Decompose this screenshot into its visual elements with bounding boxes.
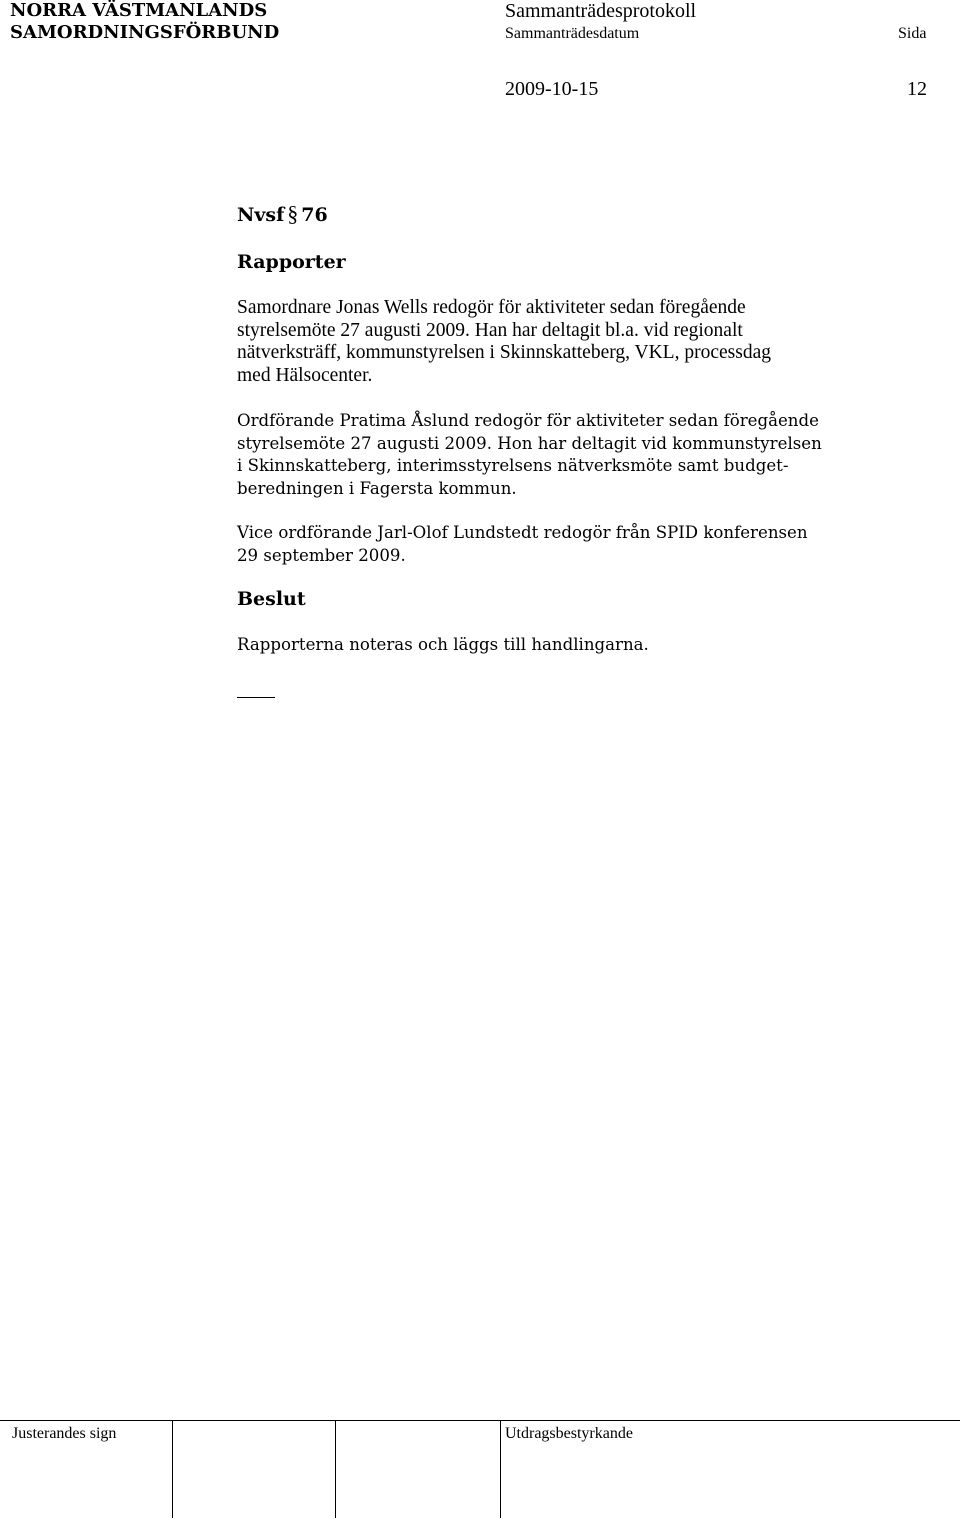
end-rule: [237, 697, 275, 698]
sign-cell-2: [335, 1421, 500, 1518]
paragraph-line: med Hälsocenter.: [237, 364, 373, 386]
section-number: [237, 201, 328, 227]
report-paragraph-coordinator: [237, 297, 897, 387]
decision-text: [237, 634, 897, 657]
organization-name-line2: SAMORDNINGSFÖRBUND: [10, 22, 280, 43]
paragraph-line: i Skinnskatteberg, interimsstyrelsens nätverksmöte samt budget-: [237, 456, 789, 475]
paragraph-line: Samordnare Jonas Wells redogör för aktiviteter sedan föregående: [237, 297, 746, 318]
paragraph-line: styrelsemöte 27 augusti 2009. Hon har deltagit vid kommunstyrelsen: [237, 433, 822, 453]
page-number: 12: [907, 78, 927, 100]
justerandes-sign-label: Justerandes sign: [12, 1425, 117, 1442]
paragraph-line: nätverksträff, kommunstyrelsen i Skinnskatteberg, VKL, processdag: [237, 342, 771, 363]
sign-cell-1: [172, 1421, 335, 1518]
section-symbol: §: [287, 201, 299, 226]
report-paragraph-chair: [237, 410, 897, 500]
meeting-date-label: Sammanträdesdatum: [505, 25, 640, 42]
protocol-title: Sammanträdesprotokoll: [505, 0, 697, 22]
section-number-value: 76: [301, 204, 328, 226]
meeting-date-value: 2009-10-15: [505, 78, 599, 100]
signature-footer: [0, 1420, 960, 1518]
report-paragraph-vice-chair: [237, 522, 897, 567]
decision-line: Rapporterna noteras och läggs till handlingarna.: [237, 635, 649, 654]
page-label: Sida: [898, 25, 927, 42]
organization-name-line1: NORRA VÄSTMANLANDS: [10, 0, 268, 21]
paragraph-line: Vice ordförande Jarl-Olof Lundstedt redogör från SPID konferensen: [237, 523, 808, 542]
paragraph-line: Ordförande Pratima Åslund redogör för aktiviteter sedan föregående: [237, 411, 819, 430]
paragraph-line: beredningen i Fagersta kommun.: [237, 478, 517, 498]
organization-name: [10, 0, 279, 44]
section-code: Nvsf: [237, 204, 285, 226]
paragraph-line: 29 september 2009.: [237, 545, 406, 565]
section-title: Rapporter: [237, 251, 346, 273]
sign-cell-label: [0, 1421, 172, 1518]
extract-cell: [500, 1421, 960, 1518]
utdragsbestyrkande-label: Utdragsbestyrkande: [505, 1425, 633, 1442]
decision-heading: Beslut: [237, 588, 306, 610]
paragraph-line: styrelsemöte 27 augusti 2009. Han har deltagit bl.a. vid regionalt: [237, 319, 743, 341]
